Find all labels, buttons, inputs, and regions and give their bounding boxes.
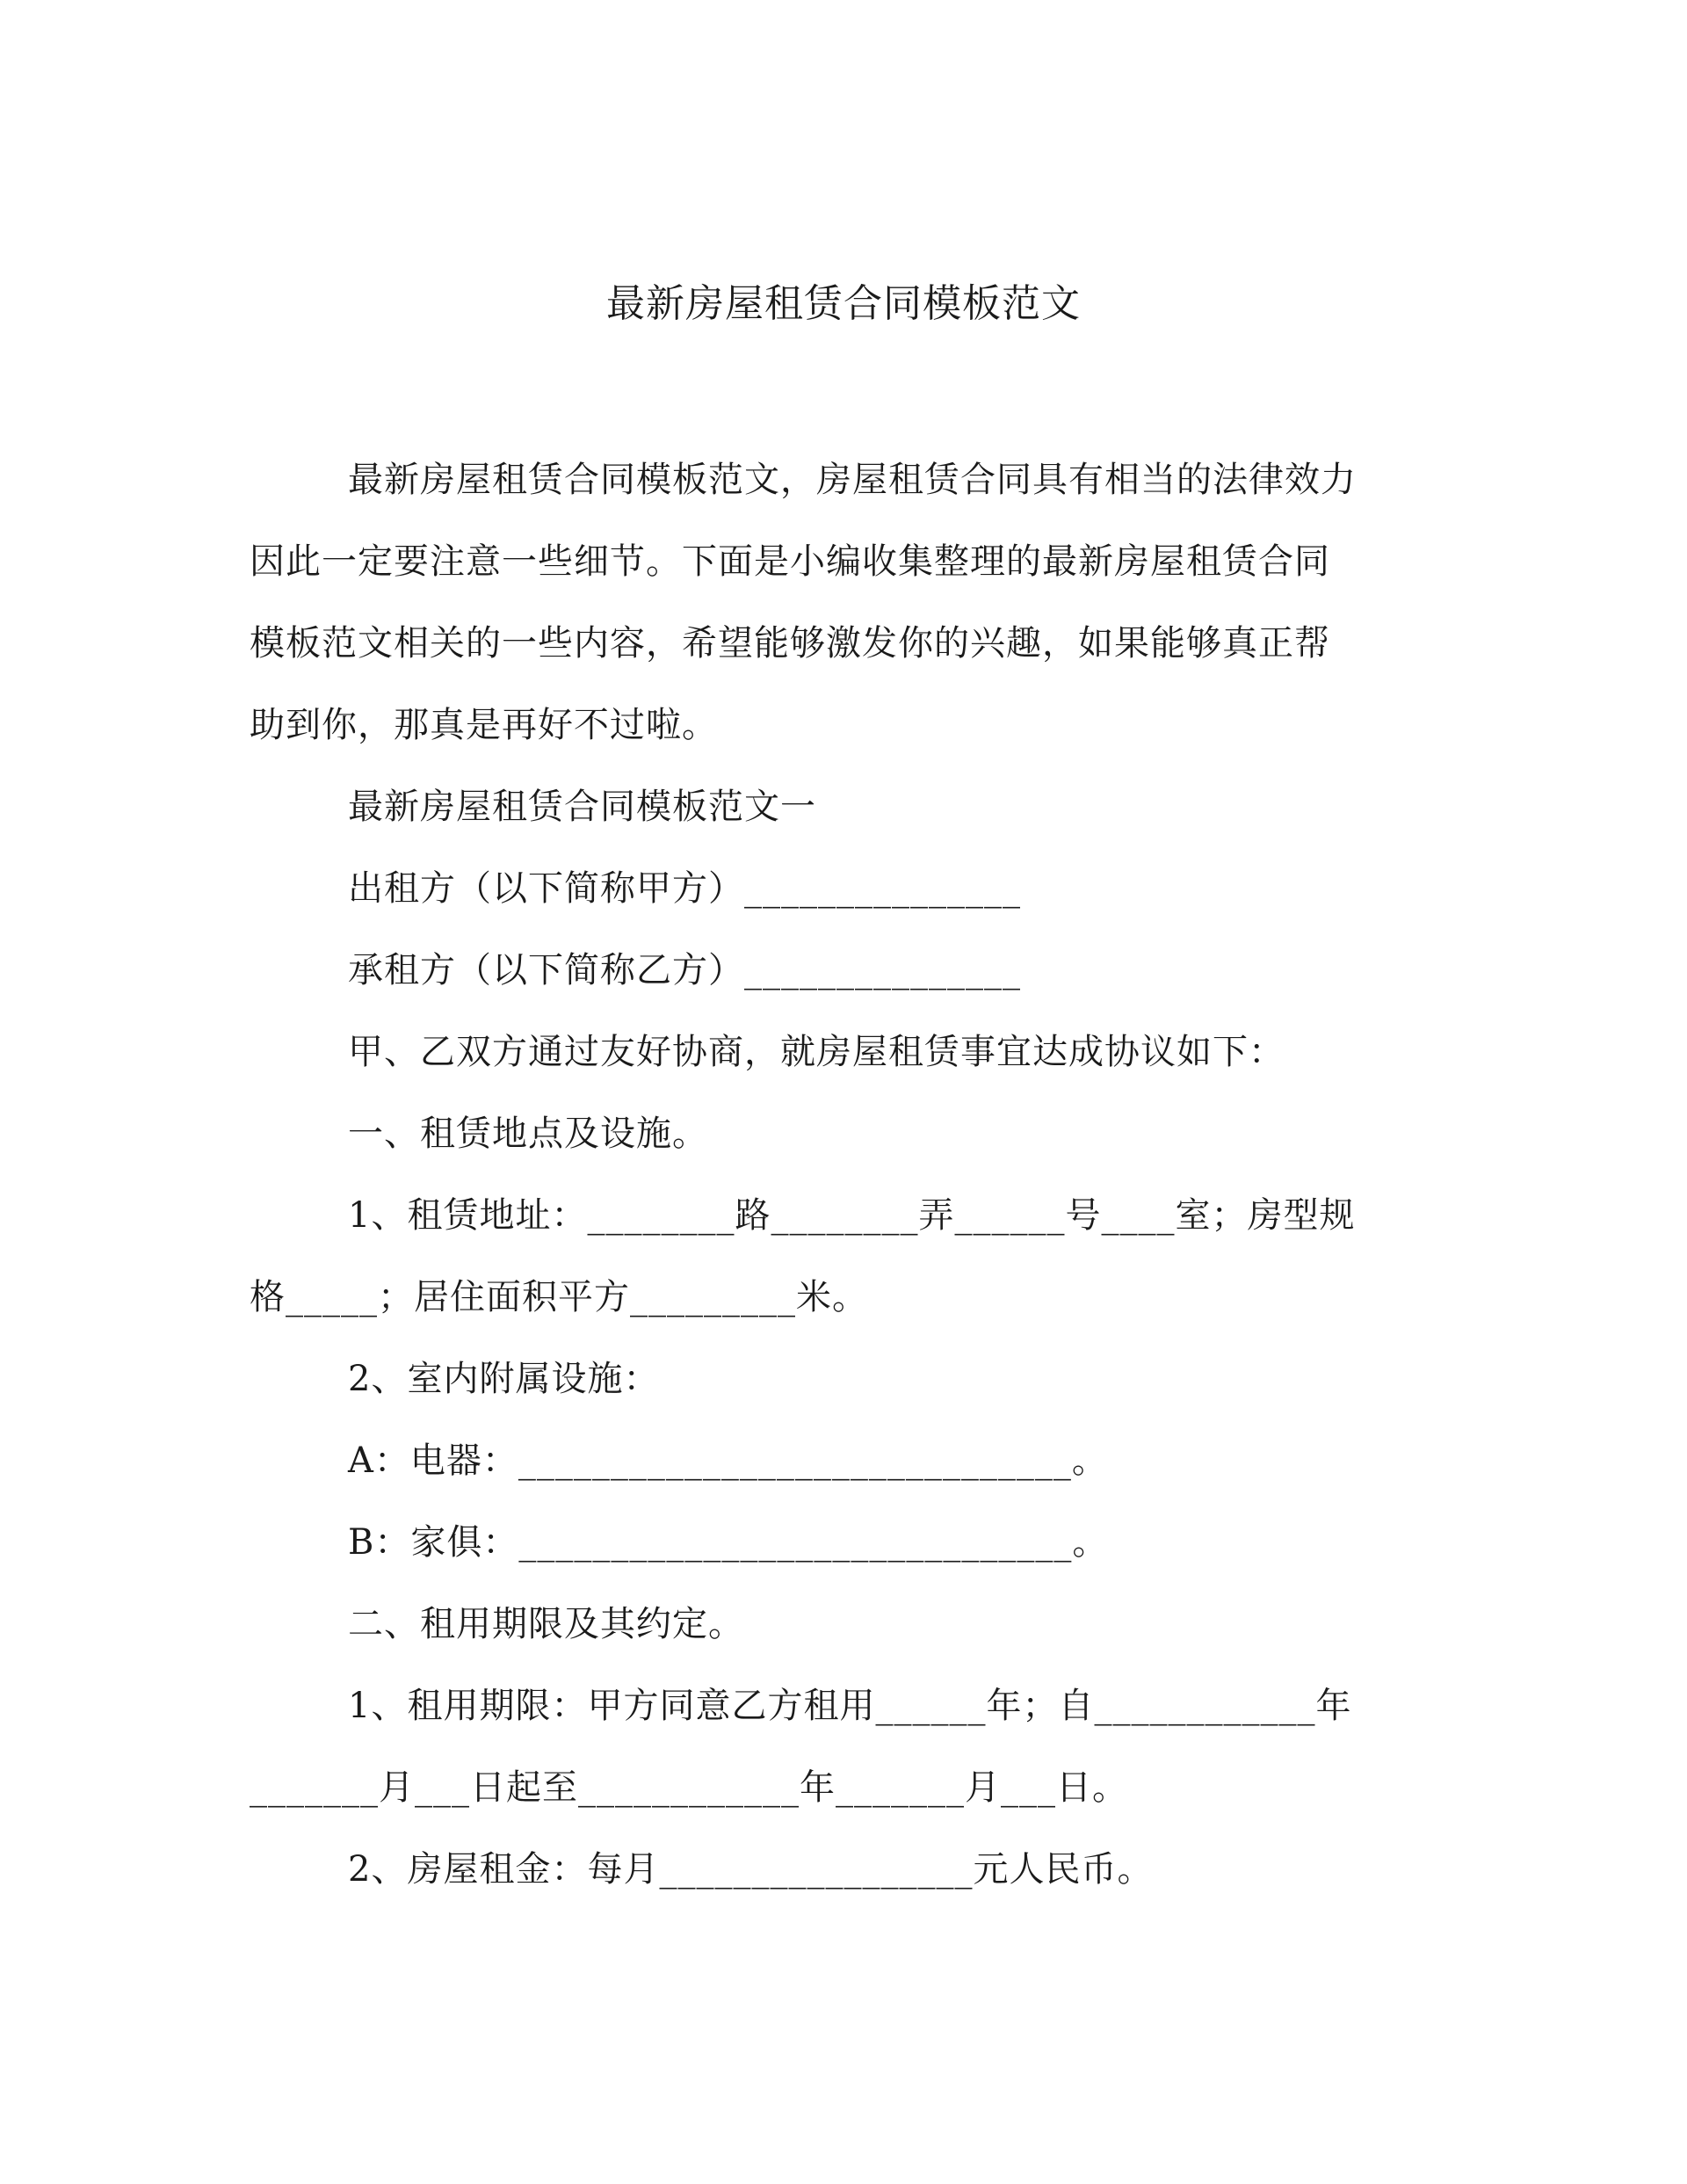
clause2-item1-line1: 1、租用期限：甲方同意乙方租用______年；自____________年 [348,1686,1352,1726]
intro-line-4: 助到你，那真是再好不过啦。 [250,705,718,745]
clause1-item2: 2、室内附属设施： [348,1359,660,1399]
clause1-item1-line1: 1、租赁地址：________路________弄______号____室；房型规 [348,1195,1356,1236]
clause1-title: 一、租赁地点及设施。 [348,1114,708,1154]
clause2-item2: 2、房屋租金：每月_________________元人民币。 [348,1849,1154,1890]
lessee-line: 承租方（以下简称乙方）_______________ [348,950,1021,990]
clause2-title: 二、租用期限及其约定。 [348,1604,744,1644]
intro-line-2: 因此一定要注意一些细节。下面是小编收集整理的最新房屋租赁合同 [250,541,1330,582]
clause1-item1-line2: 格_____；居住面积平方_________米。 [250,1277,868,1317]
intro-line-1: 最新房屋租赁合同模板范文，房屋租赁合同具有相当的法律效力 [348,460,1357,500]
lessor-line: 出租方（以下简称甲方）_______________ [348,868,1021,909]
appliances-line: A：电器：______________________________。 [348,1440,1108,1481]
section-heading: 最新房屋租赁合同模板范文一 [348,787,816,827]
agreement-line: 甲、乙双方通过友好协商，就房屋租赁事宜达成协议如下： [348,1032,1285,1072]
document-body [250,439,1418,1911]
furniture-line: B：家俱：______________________________。 [348,1522,1109,1563]
clause2-item1-line2: _______月___日起至____________年_______月___日。 [250,1767,1128,1808]
document-title: 最新房屋租赁合同模板范文 [606,281,1081,326]
intro-line-3: 模板范文相关的一些内容，希望能够激发你的兴趣，如果能够真正帮 [250,623,1330,664]
